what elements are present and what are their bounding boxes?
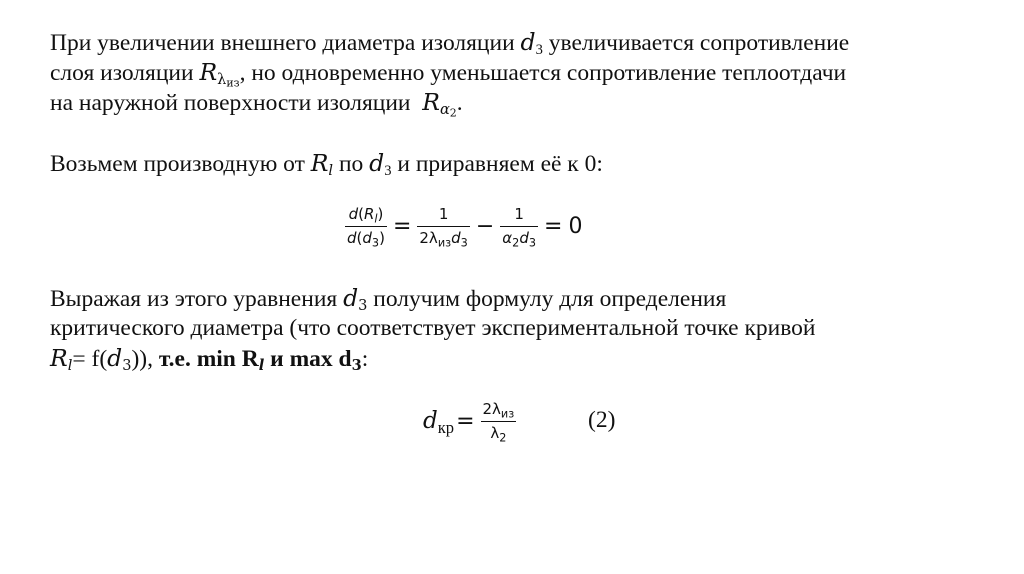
fraction-denominator (345, 229, 387, 248)
bold-fragment: т.е. min R (158, 346, 259, 372)
text-line (50, 343, 816, 373)
math-d: d (362, 228, 372, 247)
subscript-alpha: α (439, 101, 450, 119)
subscript: 3 (528, 235, 537, 249)
text-line: критического диаметра (что соответствует экспериментальной точке кривой (50, 315, 816, 341)
math-d: d (347, 228, 357, 247)
fraction-numerator (347, 205, 386, 224)
fraction-one-over-alpha2-d3 (500, 205, 538, 248)
coef-lambda: 2λ (419, 228, 438, 247)
math-variable: d (343, 284, 359, 312)
zero: 0 (568, 213, 583, 239)
equals-sign: = (392, 213, 412, 239)
fraction-numerator: 1 (514, 204, 524, 223)
text-fragment: )), (131, 346, 159, 372)
text-fragment: . (456, 90, 463, 116)
bold-fragment: и max d (264, 346, 352, 372)
text-fragment: Выражая из этого уравнения (50, 286, 344, 312)
math-d: d (519, 228, 529, 247)
paren: ) (379, 228, 385, 247)
formula-lhs (423, 408, 455, 437)
paren: ( (356, 228, 363, 247)
derivative-equation (345, 198, 588, 254)
math-variable: d (369, 149, 385, 177)
text-line (50, 57, 849, 90)
math-R: R (363, 204, 375, 223)
subscript-lambda: λ (217, 71, 227, 89)
subscript: 3 (460, 235, 468, 249)
math-variable: R (310, 149, 329, 177)
math-lambda: λ (490, 423, 500, 442)
text-fragment: : (361, 346, 369, 372)
math-variable: R (50, 344, 68, 372)
subscript: l (328, 162, 334, 180)
math-variable: d (107, 344, 123, 372)
math-alpha: α (502, 228, 513, 247)
critical-diameter-formula (423, 392, 516, 450)
paren: ( (358, 204, 364, 223)
text-fragment: по (333, 151, 370, 177)
fraction-dR-dd (345, 205, 387, 248)
math-d: d (348, 204, 359, 223)
subscript: 3 (358, 297, 368, 315)
text-fragment: Возьмем производную от (50, 151, 311, 177)
text-fragment: получим формулу для определения (367, 286, 727, 312)
text-fragment: слоя изоляции (50, 60, 200, 86)
subscript (217, 71, 239, 88)
math-variable: R (199, 58, 218, 86)
subscript: из (500, 406, 515, 420)
minus-sign: − (475, 213, 495, 239)
subscript: 3 (371, 235, 380, 249)
paren: ) (377, 204, 384, 223)
math-variable: R (422, 88, 440, 116)
fraction-denominator (417, 229, 469, 248)
subscript: 3 (535, 42, 543, 59)
paragraph-insulation-effect (50, 27, 850, 120)
subscript: l (258, 357, 265, 375)
coef-lambda: 2λ (482, 399, 501, 418)
subscript: 2 (499, 430, 507, 444)
fraction-bar (417, 226, 469, 227)
math-variable: d (520, 28, 536, 56)
subscript: из (437, 235, 452, 249)
fraction-one-over-2lambda-d3 (417, 205, 469, 248)
text-line (50, 283, 816, 313)
math-d: d (451, 228, 461, 247)
text-fragment: на наружной поверхности изоляции (50, 90, 423, 116)
text-fragment: = f( (72, 346, 108, 372)
fraction-bar (481, 421, 517, 422)
subsubscript: из (226, 76, 240, 90)
text-line (50, 148, 603, 178)
subscript: 3 (384, 163, 392, 180)
subscript: l (374, 211, 378, 225)
text-fragment: увеличивается сопротивление (542, 30, 850, 56)
fraction-bar (345, 226, 387, 227)
subscript: 2 (512, 235, 520, 249)
text-fragment: При увеличении внешнего диаметра изоляции (50, 30, 521, 56)
subscript (440, 101, 457, 118)
fraction-2lambda-over-lambda2 (481, 400, 517, 443)
fraction-bar (500, 226, 538, 227)
subscript: 3 (351, 357, 362, 375)
paragraph-derivative-intro (50, 148, 603, 178)
paragraph-critical-diameter (50, 283, 816, 373)
fraction-denominator (488, 424, 508, 443)
equals-sign: = (544, 213, 563, 239)
subscript: кр (437, 417, 455, 437)
subsubscript: 2 (449, 106, 457, 120)
subscript: l (67, 357, 73, 375)
text-fragment: и приравняем её к 0: (391, 151, 603, 177)
subscript: 3 (122, 357, 132, 375)
text-line (50, 87, 849, 120)
fraction-numerator (481, 400, 517, 419)
fraction-denominator (500, 229, 538, 248)
math-variable: d (423, 408, 438, 434)
text-line (50, 27, 849, 57)
text-fragment: , но одновременно уменьшается сопротивление теплоотдачи (239, 60, 847, 86)
fraction-numerator: 1 (438, 204, 449, 223)
equation-number: (2) (588, 407, 616, 433)
equals-sign: = (456, 408, 475, 434)
